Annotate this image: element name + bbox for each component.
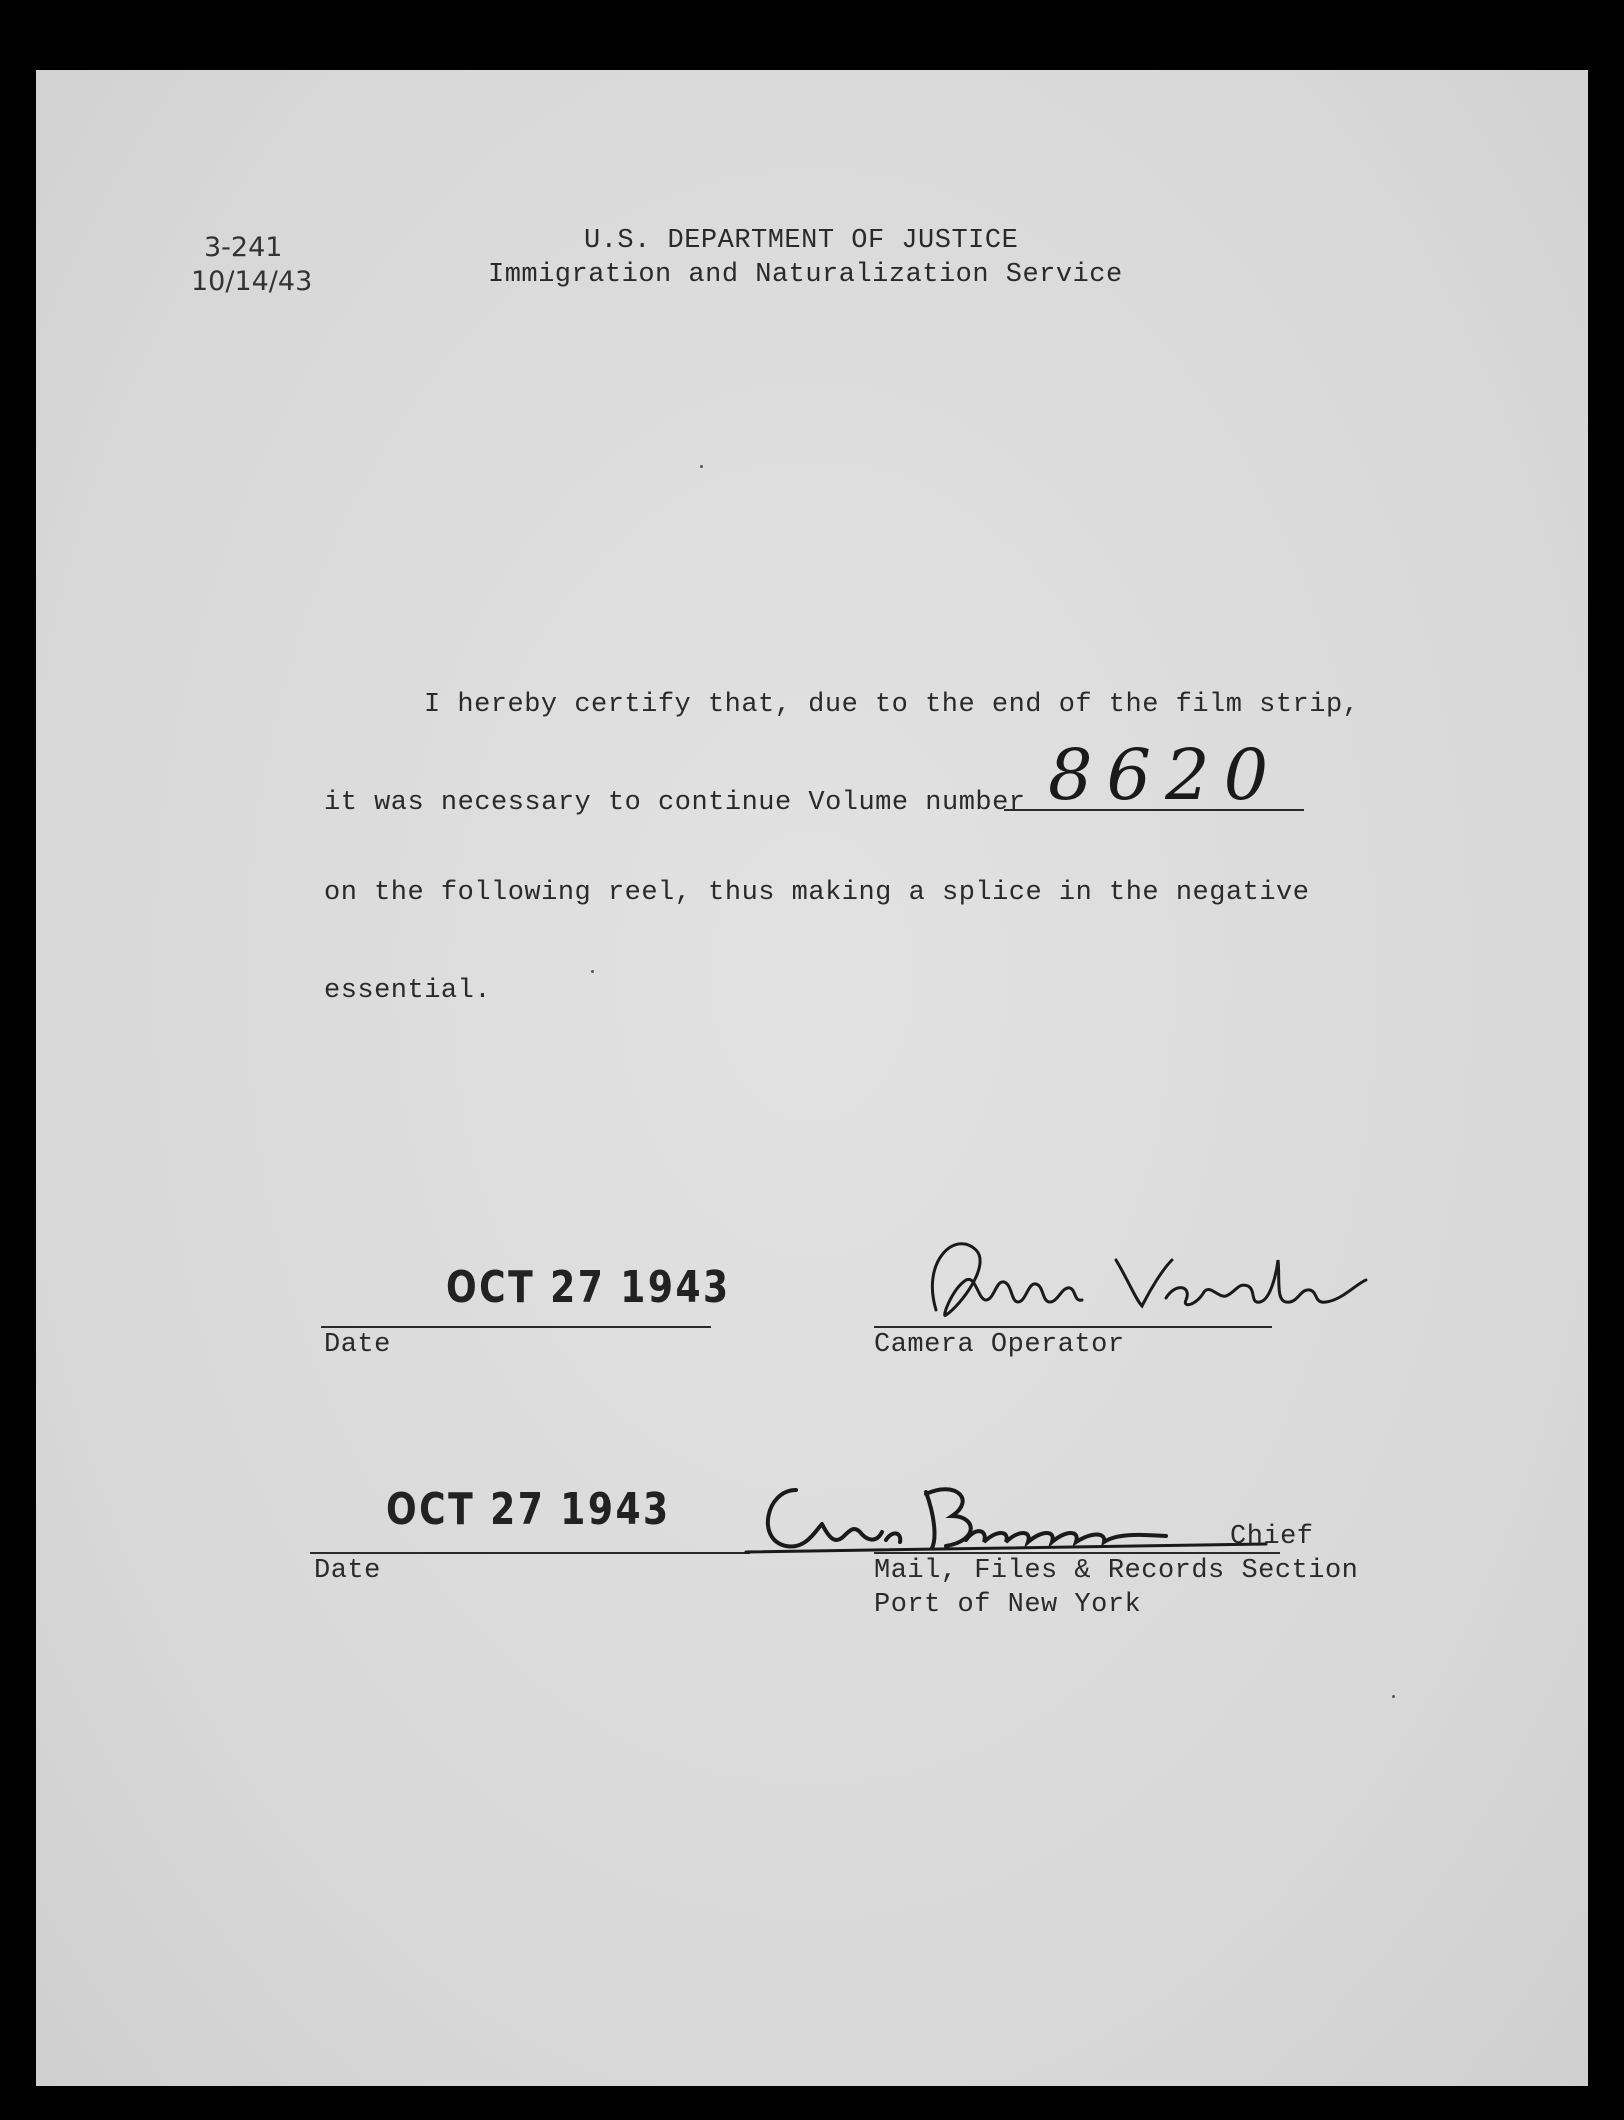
body-line-2: it was necessary to continue Volume number <box>324 788 1026 818</box>
operator-date-label: Date <box>324 1330 391 1360</box>
chief-date-line <box>310 1552 750 1554</box>
volume-number: 8620 <box>1048 734 1283 816</box>
scan-speck <box>591 970 594 973</box>
chief-title: Chief <box>1230 1522 1314 1552</box>
body-line-4: essential. <box>324 976 492 1006</box>
chief-port: Port of New York <box>874 1590 1142 1620</box>
scan-speck <box>1392 1695 1395 1698</box>
operator-title: Camera Operator <box>874 1330 1125 1360</box>
operator-date-stamp: OCT 27 1943 <box>446 1262 731 1313</box>
chief-date-label: Date <box>314 1556 381 1586</box>
form-number: 3-241 <box>204 232 283 263</box>
scan-speck <box>700 465 703 468</box>
form-date: 10/14/43 <box>191 266 313 297</box>
operator-date-line <box>321 1326 711 1328</box>
department-heading: U.S. DEPARTMENT OF JUSTICE <box>584 226 1019 256</box>
body-line-1: I hereby certify that, due to the end of the film strip, <box>424 690 1360 720</box>
operator-signature <box>866 1220 1386 1340</box>
service-heading: Immigration and Naturalization Service <box>488 260 1123 290</box>
chief-section: Mail, Files & Records Section <box>874 1556 1359 1586</box>
chief-date-stamp: OCT 27 1943 <box>386 1484 671 1535</box>
document-page <box>36 70 1588 2086</box>
body-line-3: on the following reel, thus making a splice in the negative <box>324 878 1310 908</box>
chief-signature-line <box>874 1552 1280 1554</box>
operator-signature-line <box>874 1326 1272 1328</box>
